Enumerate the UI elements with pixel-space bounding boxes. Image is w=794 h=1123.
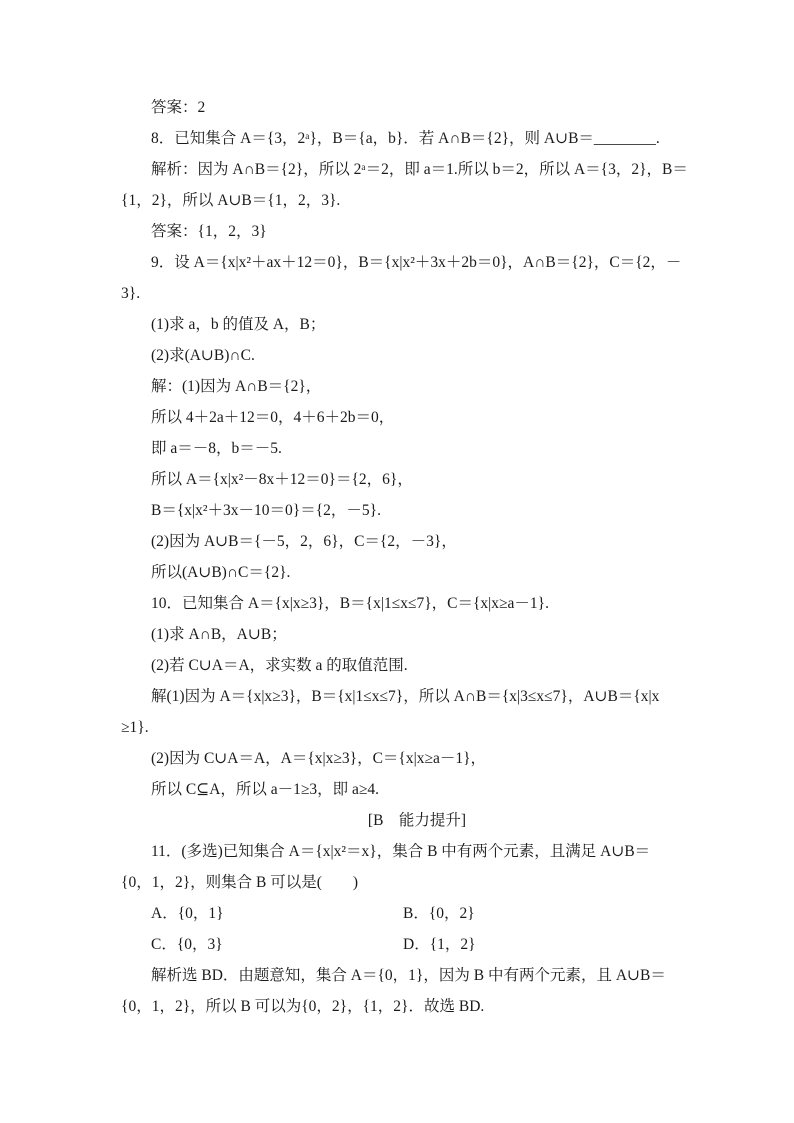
solution-11-line1: 解析选 BD．由题意知，集合 A＝{0，1}，因为 B 中有两个元素，且 A∪B＝ bbox=[151, 967, 666, 984]
section-heading: [B 能力提升] bbox=[367, 812, 467, 829]
solution-8-line1: 解析：因为 A∩B＝{2}，所以 2ᵃ＝2，即 a＝1.所以 b＝2，所以 A＝{3，2}，B＝ bbox=[151, 161, 688, 178]
answer-7: 答案：2 bbox=[151, 99, 206, 116]
question-9-part1: (1)求 a，b 的值及 A，B； bbox=[151, 316, 326, 333]
option-b: B．{0，2} bbox=[403, 905, 475, 922]
question-9-line1: 9．设 A＝{x|x²＋ax＋12＝0}，B＝{x|x²＋3x＋2b＝0}，A∩B＝{2}，C＝{2，－ bbox=[151, 254, 682, 271]
solution-9-line2: 所以 4＋2a＋12＝0，4＋6＋2b＝0， bbox=[151, 409, 395, 426]
option-d: D．{1，2} bbox=[403, 936, 476, 953]
question-8: 8．已知集合 A＝{3，2ᵃ}，B＝{a，b}．若 A∩B＝{2}，则 A∪B＝________. bbox=[151, 130, 660, 147]
solution-10-line3: (2)因为 C∪A＝A，A＝{x|x≥3}，C＝{x|x≥a－1}， bbox=[151, 750, 487, 767]
solution-9-line1: 解：(1)因为 A∩B＝{2}， bbox=[151, 378, 322, 395]
solution-10-line4: 所以 C⊆A，所以 a－1≥3，即 a≥4. bbox=[151, 781, 380, 798]
question-9-line2: 3}. bbox=[121, 285, 141, 302]
solution-11-line2: {0，1，2}，所以 B 可以为{0，2}，{1，2}．故选 BD. bbox=[121, 998, 485, 1015]
options-row-1 bbox=[0, 904, 794, 924]
question-9-part2: (2)求(A∪B)∩C. bbox=[151, 347, 255, 364]
options-row-2 bbox=[0, 935, 794, 955]
question-10-part1: (1)求 A∩B，A∪B； bbox=[151, 626, 287, 643]
answer-8: 答案：{1，2，3} bbox=[151, 223, 267, 240]
solution-10-line2: ≥1}. bbox=[121, 719, 149, 736]
question-10-part2: (2)若 C∪A＝A，求实数 a 的取值范围. bbox=[151, 657, 408, 674]
solution-10-line1: 解(1)因为 A＝{x|x≥3}，B＝{x|1≤x≤7}，所以 A∩B＝{x|3≤x≤7}，A∪B＝{x|x bbox=[151, 688, 660, 705]
question-10: 10．已知集合 A＝{x|x≥3}，B＝{x|1≤x≤7}，C＝{x|x≥a－1}. bbox=[151, 595, 549, 612]
solution-9-line6: (2)因为 A∪B＝{－5，2，6}，C＝{2，－3}， bbox=[151, 533, 457, 550]
solution-9-line7: 所以(A∪B)∩C＝{2}. bbox=[151, 564, 291, 581]
solution-9-line3: 即 a＝－8，b＝－5. bbox=[151, 440, 282, 457]
solution-8-line2: {1，2}，所以 A∪B＝{1，2，3}. bbox=[121, 192, 341, 209]
option-c: C．{0，3} bbox=[151, 936, 223, 953]
question-11-line2: {0，1，2}，则集合 B 可以是( ) bbox=[121, 874, 359, 891]
option-a: A．{0，1} bbox=[151, 905, 224, 922]
solution-9-line5: B＝{x|x²＋3x－10＝0}＝{2，－5}. bbox=[151, 502, 381, 519]
solution-9-line4: 所以 A＝{x|x²－8x＋12＝0}＝{2，6}， bbox=[151, 471, 413, 488]
question-11-line1: 11．(多选)已知集合 A＝{x|x²＝x}，集合 B 中有两个元素，且满足 A∪B＝ bbox=[151, 843, 651, 860]
